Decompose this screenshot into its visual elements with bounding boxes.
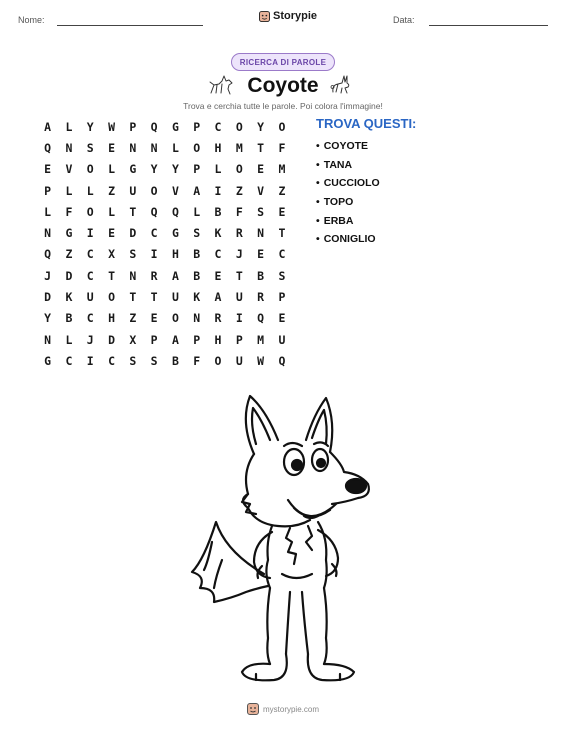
coyote-coloring-illustration [186,392,382,684]
grid-letter: V [171,183,179,198]
grid-letter: B [257,268,265,283]
grid-letter: L [108,162,115,177]
grid-letter: I [235,311,243,326]
word-list-item [316,211,416,230]
word-list [316,116,416,249]
grid-letter: E [44,162,52,177]
grid-letter: L [171,140,179,155]
grid-letter: E [214,268,222,283]
grid-letter: T [235,268,243,283]
grid-letter: W [257,353,265,368]
grid-letter: N [44,332,52,347]
grid-letter: E [108,140,115,155]
grid-letter: Q [150,119,158,134]
grid-letter: D [65,268,73,283]
grid-letter: N [129,140,137,155]
grid-letter: X [108,247,115,262]
grid-letter: C [86,311,94,326]
brand-logo [259,10,317,22]
grid-letter: V [65,162,73,177]
grid-letter: K [193,290,201,305]
bullet: • [316,214,320,227]
grid-letter: A [171,332,179,347]
storypie-logo-icon [259,11,270,22]
grid-letter: B [65,311,73,326]
grid-letter: O [86,204,94,219]
grid-letter: Y [86,119,94,134]
grid-letter: D [108,332,115,347]
date-label: Data: [393,15,415,25]
bullet: • [316,196,320,209]
grid-letter: J [86,332,94,347]
grid-letter: P [44,183,52,198]
grid-letter: T [108,268,115,283]
grid-letter: T [129,290,137,305]
bullet: • [316,177,320,190]
grid-letter: Y [44,311,52,326]
word-text: TANA [323,158,353,171]
grid-letter: P [129,119,137,134]
grid-letter: H [214,140,222,155]
grid-letter: A [44,119,52,134]
grid-letter: O [171,311,179,326]
grid-letter: N [129,268,137,283]
grid-letter: Z [129,311,137,326]
date-line [429,25,548,26]
grid-letter: O [193,140,201,155]
grid-letter: I [214,183,222,198]
word-list-item [316,137,416,156]
grid-letter: H [214,332,222,347]
grid-letter: G [129,162,137,177]
grid-letter: L [65,183,73,198]
grid-letter: Q [44,140,52,155]
grid-letter: H [171,247,179,262]
grid-letter: S [193,226,201,241]
page-title: Coyote [247,74,319,97]
grid-letter: Q [257,311,265,326]
grid-letter: P [278,290,286,305]
grid-letter: F [235,204,243,219]
grid-letter: Z [65,247,73,262]
grid-letter: C [86,247,94,262]
grid-letter: C [65,353,73,368]
grid-letter: Q [150,204,158,219]
footer [0,703,566,715]
grid-letter: S [257,204,265,219]
grid-letter: F [65,204,73,219]
grid-letter: I [150,247,158,262]
grid-letter: E [257,162,265,177]
word-text: CUCCIOLO [323,177,380,190]
grid-letter: U [86,290,94,305]
grid-letter: T [278,226,286,241]
grid-letter: Y [171,162,179,177]
grid-letter: S [150,353,158,368]
grid-letter: G [65,226,73,241]
grid-letter: N [44,226,52,241]
name-line [57,25,203,26]
grid-letter: F [193,353,201,368]
grid-letter: B [214,204,222,219]
grid-letter: P [150,332,158,347]
grid-letter: T [150,290,158,305]
rabbit-silhouette-icon [329,73,353,97]
grid-letter: C [214,119,222,134]
grid-letter: R [257,290,265,305]
word-list-item [316,230,416,249]
grid-letter: K [65,290,73,305]
grid-letter: P [193,162,201,177]
word-list-item [316,174,416,193]
word-search-grid [37,116,293,372]
grid-letter: K [214,226,222,241]
grid-letter: A [193,183,201,198]
bullet: • [316,140,320,153]
grid-letter: O [278,119,286,134]
grid-letter: C [278,247,286,262]
grid-letter: Z [278,183,286,198]
grid-letter: Q [278,353,286,368]
grid-letter: L [108,204,115,219]
grid-letter: P [193,119,201,134]
grid-letter: U [235,353,243,368]
grid-letter: R [150,268,158,283]
grid-letter: L [65,332,73,347]
grid-letter: E [257,247,265,262]
grid-letter: C [108,353,115,368]
grid-letter: M [257,332,265,347]
grid-letter: V [257,183,265,198]
grid-letter: W [108,119,115,134]
grid-letter: B [171,353,179,368]
grid-letter: Y [150,162,158,177]
grid-letter: S [86,140,94,155]
grid-letter: B [193,268,201,283]
grid-letter: I [86,353,94,368]
grid-letter: C [86,268,94,283]
grid-letter: E [150,311,158,326]
grid-letter: U [171,290,179,305]
grid-letter: L [193,204,201,219]
grid-letter: B [193,247,201,262]
word-list-item [316,193,416,212]
grid-letter: P [193,332,201,347]
grid-letter: Q [44,247,52,262]
bullet: • [316,233,320,246]
grid-letter: U [278,332,286,347]
grid-letter: M [235,140,243,155]
grid-letter: J [235,247,243,262]
grid-letter: R [214,311,222,326]
grid-letter: G [44,353,52,368]
grid-letter: F [278,140,286,155]
grid-letter: D [129,226,137,241]
grid-letter: Z [235,183,243,198]
grid-letter: O [214,353,222,368]
activity-badge: RICERCA DI PAROLE [231,53,335,71]
grid-letter: Y [257,119,265,134]
word-list-item [316,156,416,175]
grid-letter: C [150,226,158,241]
grid-letter: M [278,162,286,177]
grid-letter: L [86,183,94,198]
grid-letter: S [129,247,137,262]
grid-letter: U [129,183,137,198]
word-text: CONIGLIO [323,233,376,246]
grid-letter: G [171,226,179,241]
grid-letter: N [150,140,158,155]
brand-name: Storypie [273,10,318,22]
grid-letter: N [65,140,73,155]
grid-letter: T [129,204,137,219]
word-text: COYOTE [323,140,369,153]
grid-letter: A [214,290,222,305]
instructions: Trova e cerchia tutte le parole. Poi colora l'immagine! [183,101,383,111]
bullet: • [316,158,320,171]
grid-letter: T [257,140,265,155]
grid-letter: Q [171,204,179,219]
grid-letter: J [44,268,52,283]
footer-url: mystorypie.com [262,704,319,714]
word-text: ERBA [323,214,354,227]
word-list-title: TROVA QUESTI: [316,116,417,131]
grid-letter: O [235,162,243,177]
grid-letter: S [278,268,286,283]
grid-letter: O [150,183,158,198]
grid-letter: C [214,247,222,262]
grid-letter: A [171,268,179,283]
grid-letter: L [44,204,52,219]
grid-letter: N [257,226,265,241]
grid-letter: O [86,162,94,177]
grid-letter: H [108,311,115,326]
grid-letter: P [235,332,243,347]
grid-letter: I [86,226,94,241]
grid-letter: L [65,119,73,134]
grid-letter: R [235,226,243,241]
grid-letter: U [235,290,243,305]
grid-letter: X [129,332,137,347]
grid-letter: E [278,204,286,219]
grid-letter: D [44,290,52,305]
grid-letter: O [108,290,115,305]
grid-letter: E [108,226,115,241]
grid-letter: Z [108,183,115,198]
grid-letter: G [171,119,179,134]
word-text: TOPO [323,196,354,209]
grid-letter: E [278,311,286,326]
grid-letter: N [193,311,201,326]
storypie-footer-icon [247,703,259,715]
grid-letter: S [129,353,137,368]
name-label: Nome: [18,15,45,25]
grid-letter: O [235,119,243,134]
grid-letter: L [214,162,222,177]
